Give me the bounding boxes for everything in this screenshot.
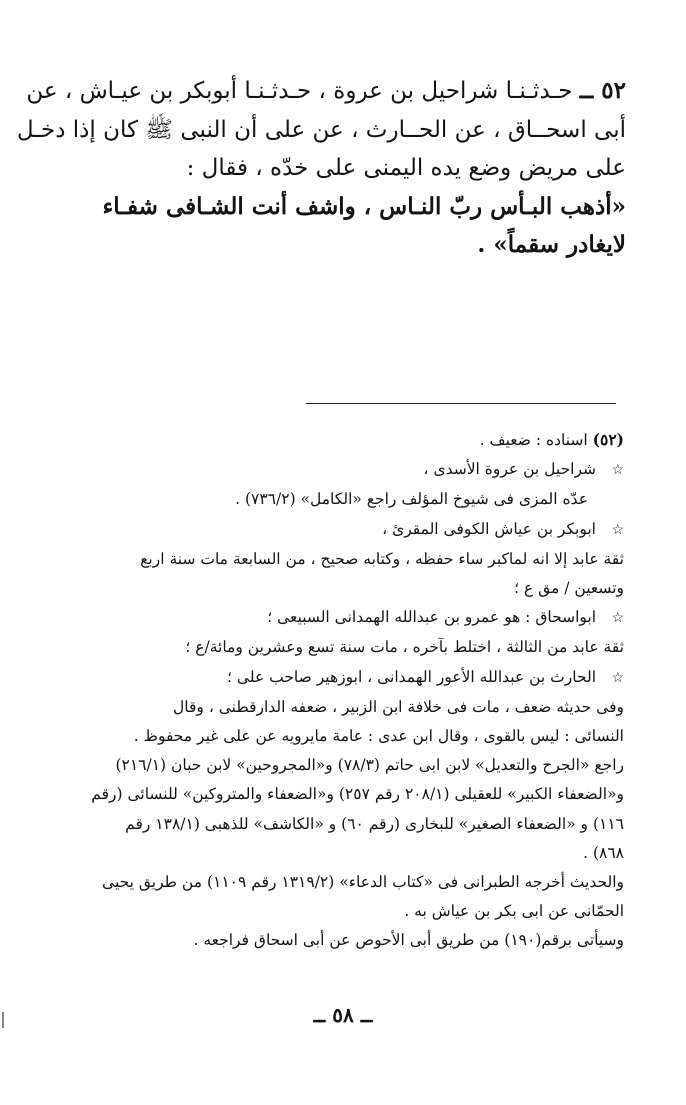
narrator-note: ثقة عابد من الثالثة ، اختلط بآخره ، مات سنة تسع وعشرين ومائة/ع ؛ <box>185 638 624 657</box>
isnad-line <box>64 425 624 455</box>
star-icon: ☆ <box>611 521 624 538</box>
hadith-text <box>16 72 626 265</box>
hadith-number: ٥٢ ــ <box>579 77 626 104</box>
footnote-divider <box>306 403 616 404</box>
hadith-quote-line: لايغادر سقماً» . <box>477 231 626 258</box>
narrator-note: وفى حديثه ضعف ، مات فى خلافة ابن الزبير ، ضعفه الدارقطنى ، وقال <box>173 697 624 716</box>
note-label: (٥٢) <box>592 430 624 449</box>
narrator-note: ثقة عابد إلا انه لماكبر ساء حفظه ، وكتابه صحيح ، من السابعة مات سنة اربع <box>140 549 624 568</box>
narrator-note: ٨٦٨) . <box>583 843 624 862</box>
page-number: ــ ٥٨ ــ <box>313 1003 373 1027</box>
star-icon: ☆ <box>611 669 624 686</box>
narrator-note: و«الضعفاء الكبير» للعقيلى (٢٠٨/١ رقم ٢٥٧) و«الضعفاء والمتروكين» للنسائى (رقم <box>91 785 624 804</box>
hadith-line: على مريض وضع يده اليمنى على خدّه ، فقال : <box>186 155 626 181</box>
narrator-name: ☆الحارث بن عبدالله الأعور الهمدانى ، ابوزهير صاحب على ؛ <box>64 663 624 693</box>
closing-note: وسيأتى برقم(١٩٠) من طريق أبى الأحوص عن أبى اسحاق فراجعه . <box>193 931 624 950</box>
hadith-line: ٥٢ ــ حـدثـنـا شراحيل بن عروة ، حـدثـنـا أبوبكر بن عيـاش ، عن <box>26 77 626 104</box>
hadith-quote-line: «أذهب البـأس ربّ النـاس ، واشف أنت الشـافى شفـاء <box>102 192 626 220</box>
star-icon: ☆ <box>611 462 624 479</box>
scan-edge-mark <box>2 1012 4 1028</box>
narrator-name: ☆ابواسحاق : هو عمرو بن عبدالله الهمدانى السبيعى ؛ <box>64 603 624 633</box>
narrator-note: النسائى : ليس بالقوى ، وقال ابن عدى : عامة مايرويه عن على غير محفوظ . <box>133 727 624 746</box>
narrator-note: ١١٦) و «الضعفاء الصغير» للبخارى (رقم ٦٠) و «الكاشف» للذهبى (١٣٨/١ رقم <box>125 814 624 833</box>
closing-note: والحديث أخرجه الطبرانى فى «كتاب الدعاء» (١٣١٩/٢ رقم ١١٠٩) من طريق يحيى <box>102 873 624 892</box>
narrator-note: عدّه المزى فى شيوخ المؤلف راجع «الكامل» (٧٣٦/٢) . <box>235 490 588 509</box>
narrator-name: ☆ابوبكر بن عياش الكوفى المقرئ ، <box>64 515 624 545</box>
narrator-note: راجع «الجرح والتعديل» لابن ابى حاتم (٧٨/٣) و«المجروحين» لابن حبان (٢١٦/١) <box>115 756 624 775</box>
closing-note: الحمّانى عن ابى بكر بن عياش به . <box>404 902 624 921</box>
narrator-name: ☆شراحيل بن عروة الأسدى ، <box>64 455 624 485</box>
footnotes <box>64 425 624 956</box>
isnad-grade: اسناده : ضعيف . <box>479 431 588 449</box>
star-icon: ☆ <box>611 610 624 627</box>
narrator-note: وتسعين / مق ع ؛ <box>514 579 624 598</box>
hadith-line: أبى اسحــاق ، عن الحــارث ، عن على أن النبى ﷺ كان إذا دخـل <box>16 116 626 143</box>
